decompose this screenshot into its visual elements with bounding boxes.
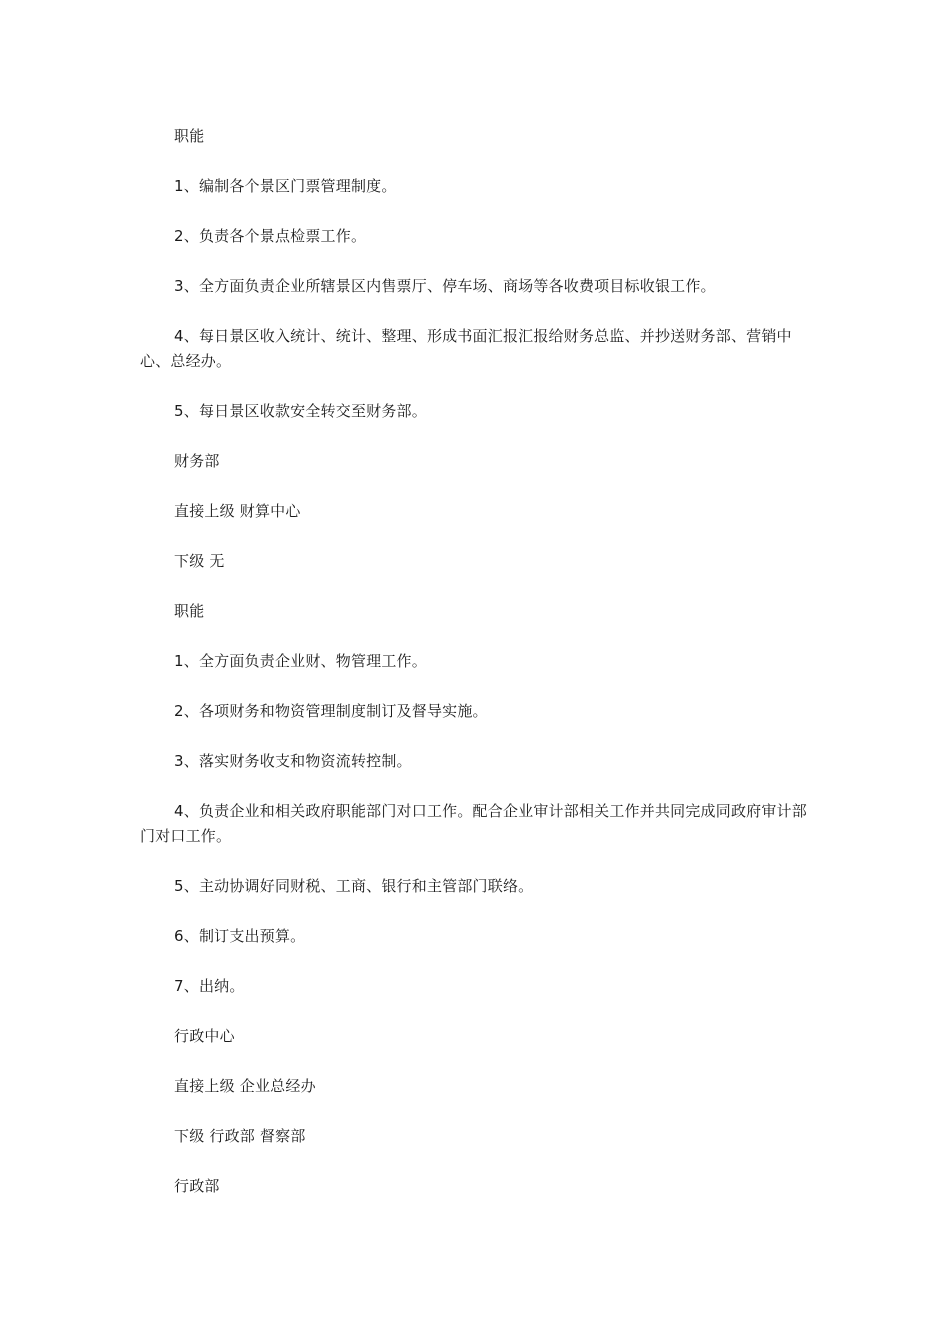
section-heading: 行政部: [174, 1177, 220, 1195]
superior-line: 直接上级 企业总经办: [174, 1077, 316, 1095]
subordinate-line: 下级 行政部 督察部: [174, 1127, 306, 1145]
list-item: 5、主动协调好同财税、工商、银行和主管部门联络。: [174, 877, 534, 895]
subordinate-line: 下级 无: [174, 552, 225, 570]
document-body: [140, 124, 816, 1224]
list-item: 5、每日景区收款安全转交至财务部。: [174, 402, 427, 420]
section-heading: 职能: [174, 602, 205, 620]
list-item: 2、负责各个景点检票工作。: [174, 227, 367, 245]
superior-line: 直接上级 财算中心: [174, 502, 301, 520]
section-heading: 行政中心: [174, 1027, 235, 1045]
list-item: 4、负责企业和相关政府职能部门对口工作。配合企业审计部相关工作并共同完成同政府审计部门对口工作。: [140, 802, 807, 845]
list-item: 3、全方面负责企业所辖景区内售票厅、停车场、商场等各收费项目标收银工作。: [174, 277, 716, 295]
section-heading: 财务部: [174, 452, 220, 470]
list-item: 1、编制各个景区门票管理制度。: [174, 177, 397, 195]
list-item: 7、出纳。: [174, 977, 245, 995]
list-item: 2、各项财务和物资管理制度制订及督导实施。: [174, 702, 488, 720]
list-item: 3、落实财务收支和物资流转控制。: [174, 752, 412, 770]
list-item: 1、全方面负责企业财、物管理工作。: [174, 652, 427, 670]
section-heading: 职能: [174, 127, 205, 145]
list-item: 6、制订支出预算。: [174, 927, 306, 945]
list-item: 4、每日景区收入统计、统计、整理、形成书面汇报汇报给财务总监、并抄送财务部、营销中心、总经办。: [140, 327, 792, 370]
